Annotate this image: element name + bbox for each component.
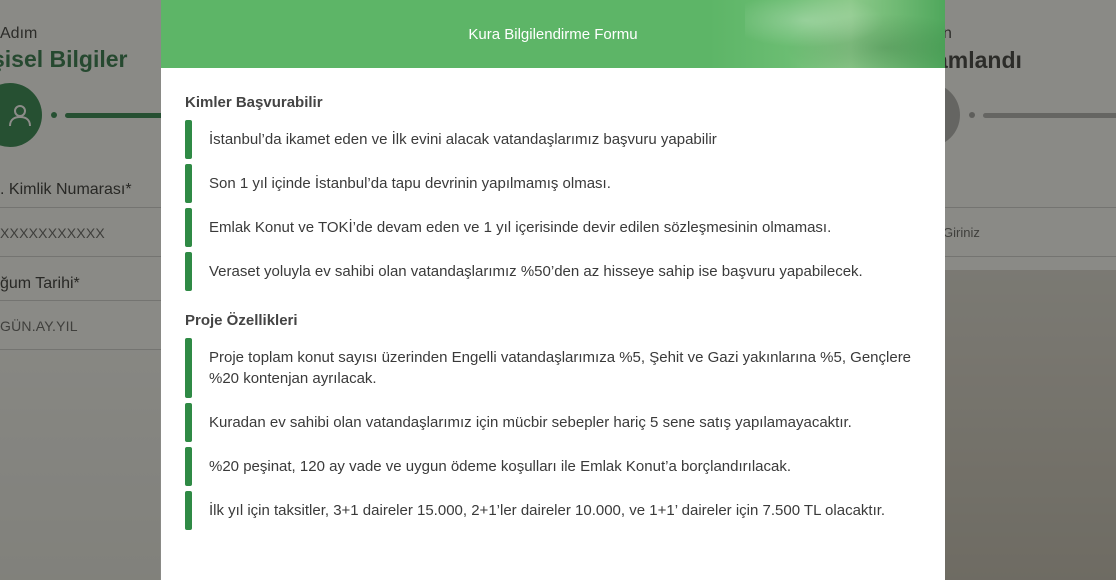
item-accent-bar [185,208,192,247]
list-item [185,164,921,203]
list-item-text: İlk yıl için taksitler, 3+1 daireler 15.000, 2+1’ler daireler 10.000, ve 1+1’ daireler için 7.500 TL olacaktır. [209,502,886,519]
item-accent-bar [185,164,192,203]
section-title-eligibility: Kimler Başvurabilir [185,94,323,111]
item-accent-bar [185,447,192,486]
item-accent-bar [185,491,192,530]
list-item-text: Son 1 yıl içinde İstanbul’da tapu devrinin yapılmamış olması. [209,175,611,192]
list-item-text: %20 peşinat, 120 ay vade ve uygun ödeme koşulları ile Emlak Konut’a borçlandırılacak. [209,458,792,475]
list-item-text: İstanbul’da ikamet eden ve İlk evini alacak vatandaşlarımız başvuru yapabilir [209,131,717,148]
info-modal [161,0,945,580]
list-item [185,491,921,530]
list-item-text: Veraset yoluyla ev sahibi olan vatandaşlarımız %50’den az hisseye sahip ise başvuru yapabilecek. [209,263,863,280]
list-item [185,120,921,159]
item-accent-bar [185,338,192,398]
item-accent-bar [185,252,192,291]
section-spacer [185,296,921,312]
modal-body [161,68,945,530]
section-title-project: Proje Özellikleri [185,312,298,329]
modal-title: Kura Bilgilendirme Formu [468,25,638,43]
list-item-text: Emlak Konut ve TOKİ’de devam eden ve 1 yıl içerisinde devir edilen sözleşmesinin olmaması. [209,219,832,236]
item-accent-bar [185,120,192,159]
item-accent-bar [185,403,192,442]
modal-header [161,0,945,68]
list-item [185,208,921,247]
header-texture [745,0,945,68]
list-item [185,338,921,398]
list-item [185,252,921,291]
list-item-text: Kuradan ev sahibi olan vatandaşlarımız için mücbir sebepler hariç 5 sene satış yapılamayacaktır. [209,414,852,431]
list-item-text: Proje toplam konut sayısı üzerinden Engelli vatandaşlarımıza %5, Şehit ve Gazi yakınlarına %5, Gençlere %20 kontenjan ayrılacak. [209,349,912,387]
list-item [185,447,921,486]
list-item [185,403,921,442]
